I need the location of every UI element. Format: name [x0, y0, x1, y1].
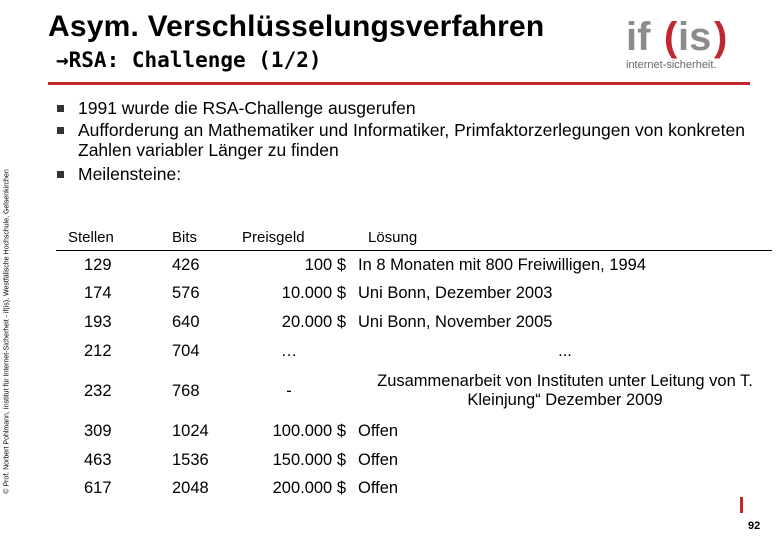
copyright-vertical: © Prof. Norbert Pohlmann, Institut für Internet-Sicherheit - if(is), Westfälische Hochschule, Gelsenkirchen: [3, 169, 11, 494]
bullet-list: [56, 98, 756, 184]
cell-bits: 576: [172, 284, 200, 303]
cell-bits: 1024: [172, 422, 209, 441]
page-marker: [740, 497, 743, 513]
cell-stellen: 463: [84, 450, 112, 469]
cell-stellen: 617: [84, 479, 112, 498]
svg-text:): ): [714, 15, 728, 59]
cell-bits: 1536: [172, 450, 209, 469]
milestones-table: [56, 224, 772, 503]
cell-bits: 426: [172, 255, 200, 274]
cell-preisgeld: 10.000 $: [281, 284, 346, 303]
cell-loesung: In 8 Monaten mit 800 Freiwilligen, 1994: [358, 255, 646, 274]
bullet-item: Aufforderung an Mathematiker und Informatiker, Primfaktorzerlegungen von konkreten Zahlen variabler Länger zu finden: [56, 120, 756, 160]
cell-loesung: ...: [558, 341, 572, 360]
cell-preisgeld: …: [280, 341, 298, 360]
svg-text:internet-sicherheit.: internet-sicherheit.: [626, 59, 717, 71]
cell-stellen: 193: [84, 312, 112, 331]
header-preisgeld: Preisgeld: [232, 224, 352, 251]
svg-text:if: if: [626, 15, 651, 59]
cell-stellen: 129: [84, 255, 112, 274]
table-header-row: [56, 224, 772, 251]
cell-stellen: 212: [84, 341, 112, 360]
table-row: [56, 308, 772, 337]
table-row: [56, 475, 772, 504]
cell-loesung: Offen: [358, 422, 399, 441]
cell-stellen: 309: [84, 422, 112, 441]
cell-preisgeld: 200.000 $: [272, 479, 346, 498]
svg-text:(: (: [664, 15, 678, 59]
cell-loesung: Uni Bonn, November 2005: [358, 312, 553, 331]
cell-preisgeld: 20.000 $: [281, 312, 346, 331]
cell-preisgeld: 150.000 $: [272, 450, 346, 469]
cell-loesung: Zusammenarbeit von Instituten unter Leitung von T. Kleinjung“ Dezember 2009: [377, 372, 753, 410]
cell-stellen: 232: [84, 381, 112, 400]
bullet-square-icon: [57, 171, 64, 178]
table-row: [56, 280, 772, 309]
cell-bits: 640: [172, 312, 200, 331]
cell-loesung: Offen: [358, 450, 399, 469]
table-row: [56, 446, 772, 475]
bullet-item: Meilensteine:: [56, 164, 756, 184]
ifis-logo: [624, 6, 754, 72]
cell-bits: 768: [172, 381, 200, 400]
cell-preisgeld: 100.000 $: [272, 422, 346, 441]
cell-loesung: Uni Bonn, Dezember 2003: [358, 284, 553, 303]
cell-stellen: 174: [84, 284, 112, 303]
slide-subtitle: →RSA: Challenge (1/2): [56, 48, 322, 72]
header-bits: Bits: [162, 224, 232, 251]
svg-text:is: is: [678, 15, 712, 59]
cell-preisgeld: 100 $: [304, 255, 346, 274]
cell-preisgeld: -: [286, 381, 292, 400]
bullet-square-icon: [57, 127, 64, 134]
slide-title: Asym. Verschlüsselungsverfahren: [48, 10, 545, 43]
table-row: [56, 365, 772, 417]
page-number: 92: [748, 520, 761, 532]
cell-bits: 704: [172, 341, 200, 360]
bullet-square-icon: [57, 105, 64, 112]
cell-loesung: Offen: [358, 479, 399, 498]
table-row: [56, 337, 772, 366]
header-stellen: Stellen: [56, 224, 162, 251]
table-row: [56, 251, 772, 280]
bullet-item: 1991 wurde die RSA-Challenge ausgerufen: [56, 98, 756, 118]
cell-bits: 2048: [172, 479, 209, 498]
header-divider: [48, 82, 750, 85]
table-row: [56, 417, 772, 446]
header-loesung: Lösung: [352, 224, 772, 251]
